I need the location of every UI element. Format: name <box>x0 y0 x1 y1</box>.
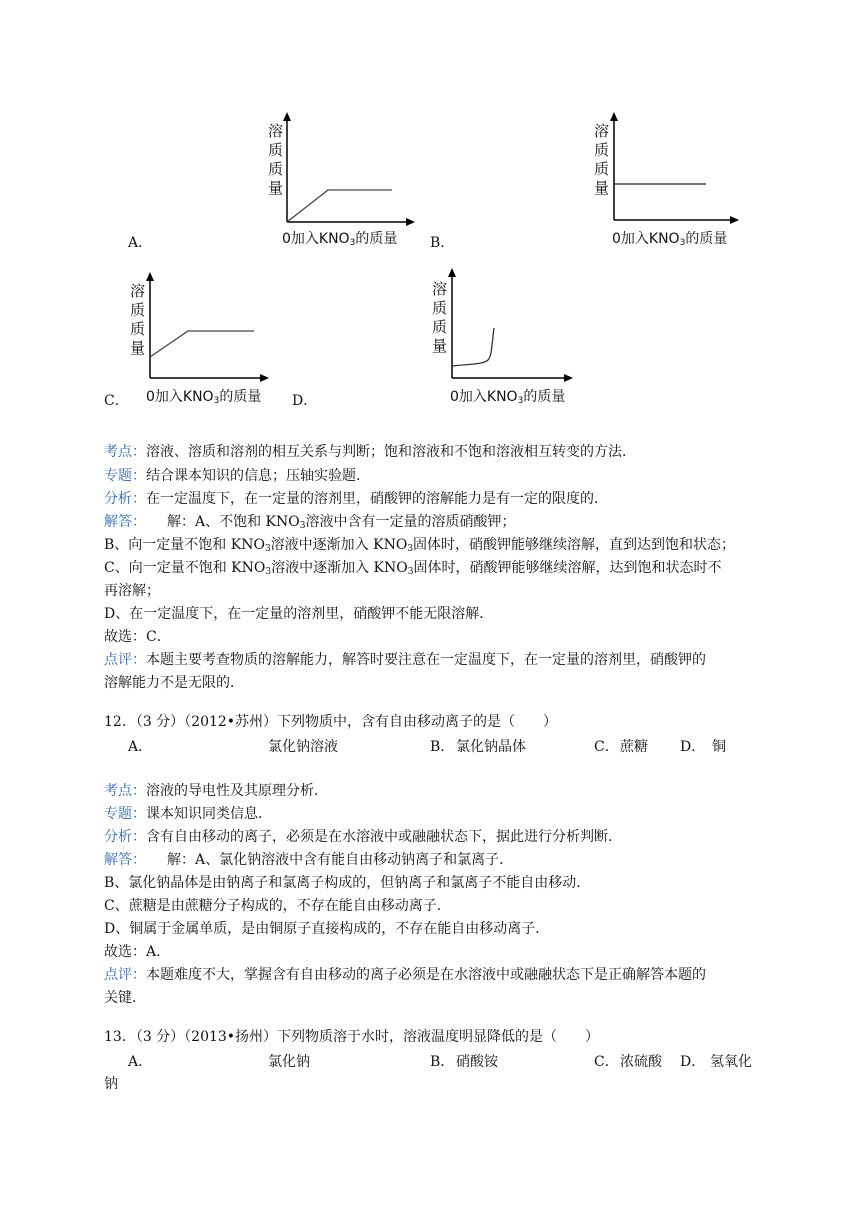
q11-dianping-cont: 溶解能力不是无限的． <box>104 675 244 691</box>
q12-option-a: 氯化钠溶液 <box>268 739 338 755</box>
q12-option-b: 氯化钠晶体 <box>456 739 526 755</box>
graph-d-curve <box>452 328 494 366</box>
q13-stem: 13．（3 分）（2013•扬州）下列物质溶于水时，溶液温度明显降低的是（ ） <box>104 1029 600 1045</box>
q12-option-b-label: B． <box>430 739 455 755</box>
q12-option-d: 铜 <box>712 739 726 755</box>
q12-zhuanti: 专题：课本知识同类信息． <box>104 806 272 822</box>
q13-option-c: 浓硫酸 <box>620 1054 662 1070</box>
q12-jieda: 解答： 解：A、氯化钠溶液中含有能自由移动钠离子和氯离子． <box>104 852 514 868</box>
q13-option-a-label: A． <box>128 1054 153 1070</box>
option-a-label: A． <box>128 235 153 251</box>
q12-option-d-label: D． <box>680 739 706 755</box>
graph-a-curve <box>287 190 392 222</box>
graph-b <box>590 112 760 252</box>
q11-answer: 故选：C． <box>104 629 171 645</box>
q11-jieda: 解答： 解：A、不饱和 $KNO_3$溶液中含有一定量的溶质硝酸钾； <box>104 514 516 531</box>
graph-b-ylabel: 溶 质 质 量 <box>594 122 610 197</box>
graph-a-ylabel: 溶 质 质 量 <box>268 122 284 197</box>
graph-c-ylabel: 溶 质 质 量 <box>130 282 146 357</box>
q12-option-c-label: C． <box>594 739 619 755</box>
q12-option-c: 蔗糖 <box>620 739 648 755</box>
q13-option-b-label: B． <box>430 1054 455 1070</box>
graph-d-ylabel: 溶 质 质 量 <box>432 280 448 355</box>
q12-stem: 12．（3 分）（2012•苏州）下列物质中，含有自由移动离子的是（ ） <box>104 714 558 730</box>
q12-dianping-cont: 关键． <box>104 990 146 1006</box>
q11-dianping: 点评：本题主要考查物质的溶解能力，解答时要注意在一定温度下，在一定量的溶剂里，硝酸钾的 <box>104 652 706 668</box>
q12-line-b: B、氯化钠晶体是由钠离子和氯离子构成的，但钠离子和氯离子不能自由移动． <box>104 875 591 891</box>
q12-fenxi: 分析：含有自由移动的离子，必须是在水溶液中或融融状态下，据此进行分析判断． <box>104 829 622 845</box>
q13-option-d-label: D． <box>680 1054 706 1070</box>
q11-line-c-cont: 再溶解； <box>104 583 160 599</box>
q11-zhuanti: 专题：结合课本知识的信息；压轴实验题． <box>104 468 370 484</box>
graph-c-curve <box>150 331 254 357</box>
q12-line-d: D、铜属于金属单质，是由铜原子直接构成的，不存在能自由移动离子． <box>104 921 550 937</box>
graph-d <box>428 268 598 408</box>
q12-kaodian: 考点：溶液的导电性及其原理分析． <box>104 783 328 799</box>
option-d-label: D． <box>292 393 318 409</box>
graph-a <box>262 112 432 252</box>
graph-a-xlabel: 0加入$KNO_3$的质量 <box>282 231 398 248</box>
graph-c-xlabel: 0加入$KNO_3$的质量 <box>146 389 262 406</box>
q12-answer: 故选：A． <box>104 944 171 960</box>
q11-line-b: B、向一定量不饱和 $KNO_3$溶液中逐渐加入 $KNO_3$固体时，硝酸钾能够继续溶解，直到达到饱和状态； <box>104 537 736 554</box>
option-c-label: C． <box>104 393 129 409</box>
q11-line-d: D、在一定温度下，在一定量的溶剂里，硝酸钾不能无限溶解． <box>104 606 494 622</box>
graph-d-xlabel: 0加入$KNO_3$的质量 <box>450 389 566 406</box>
q13-option-a: 氯化钠 <box>268 1054 310 1070</box>
q11-kaodian: 考点：溶液、溶质和溶剂的相互关系与判断；饱和溶液和不饱和溶液相互转变的方法． <box>104 444 636 460</box>
q13-option-c-label: C． <box>594 1054 619 1070</box>
q12-dianping: 点评：本题难度不大，掌握含有自由移动的离子必须是在水溶液中或融融状态下是正确解答本题的 <box>104 967 706 983</box>
q13-option-d: 氢氧化 <box>710 1054 752 1070</box>
graph-c <box>126 272 296 412</box>
q13-option-d-cont: 钠 <box>104 1076 118 1092</box>
q13-option-b: 硝酸铵 <box>456 1054 498 1070</box>
graph-b-xlabel: 0加入$KNO_3$的质量 <box>612 231 728 248</box>
q12-line-c: C、蔗糖是由蔗糖分子构成的，不存在能自由移动离子． <box>104 898 451 914</box>
q11-fenxi: 分析：在一定温度下，在一定量的溶剂里，硝酸钾的溶解能力是有一定的限度的． <box>104 491 608 507</box>
option-b-label: B． <box>430 235 455 251</box>
q11-line-c: C、向一定量不饱和 $KNO_3$溶液中逐渐加入 $KNO_3$固体时，硝酸钾能够继续溶解，达到饱和状态时不 <box>104 560 722 577</box>
q12-option-a-label: A． <box>128 739 153 755</box>
